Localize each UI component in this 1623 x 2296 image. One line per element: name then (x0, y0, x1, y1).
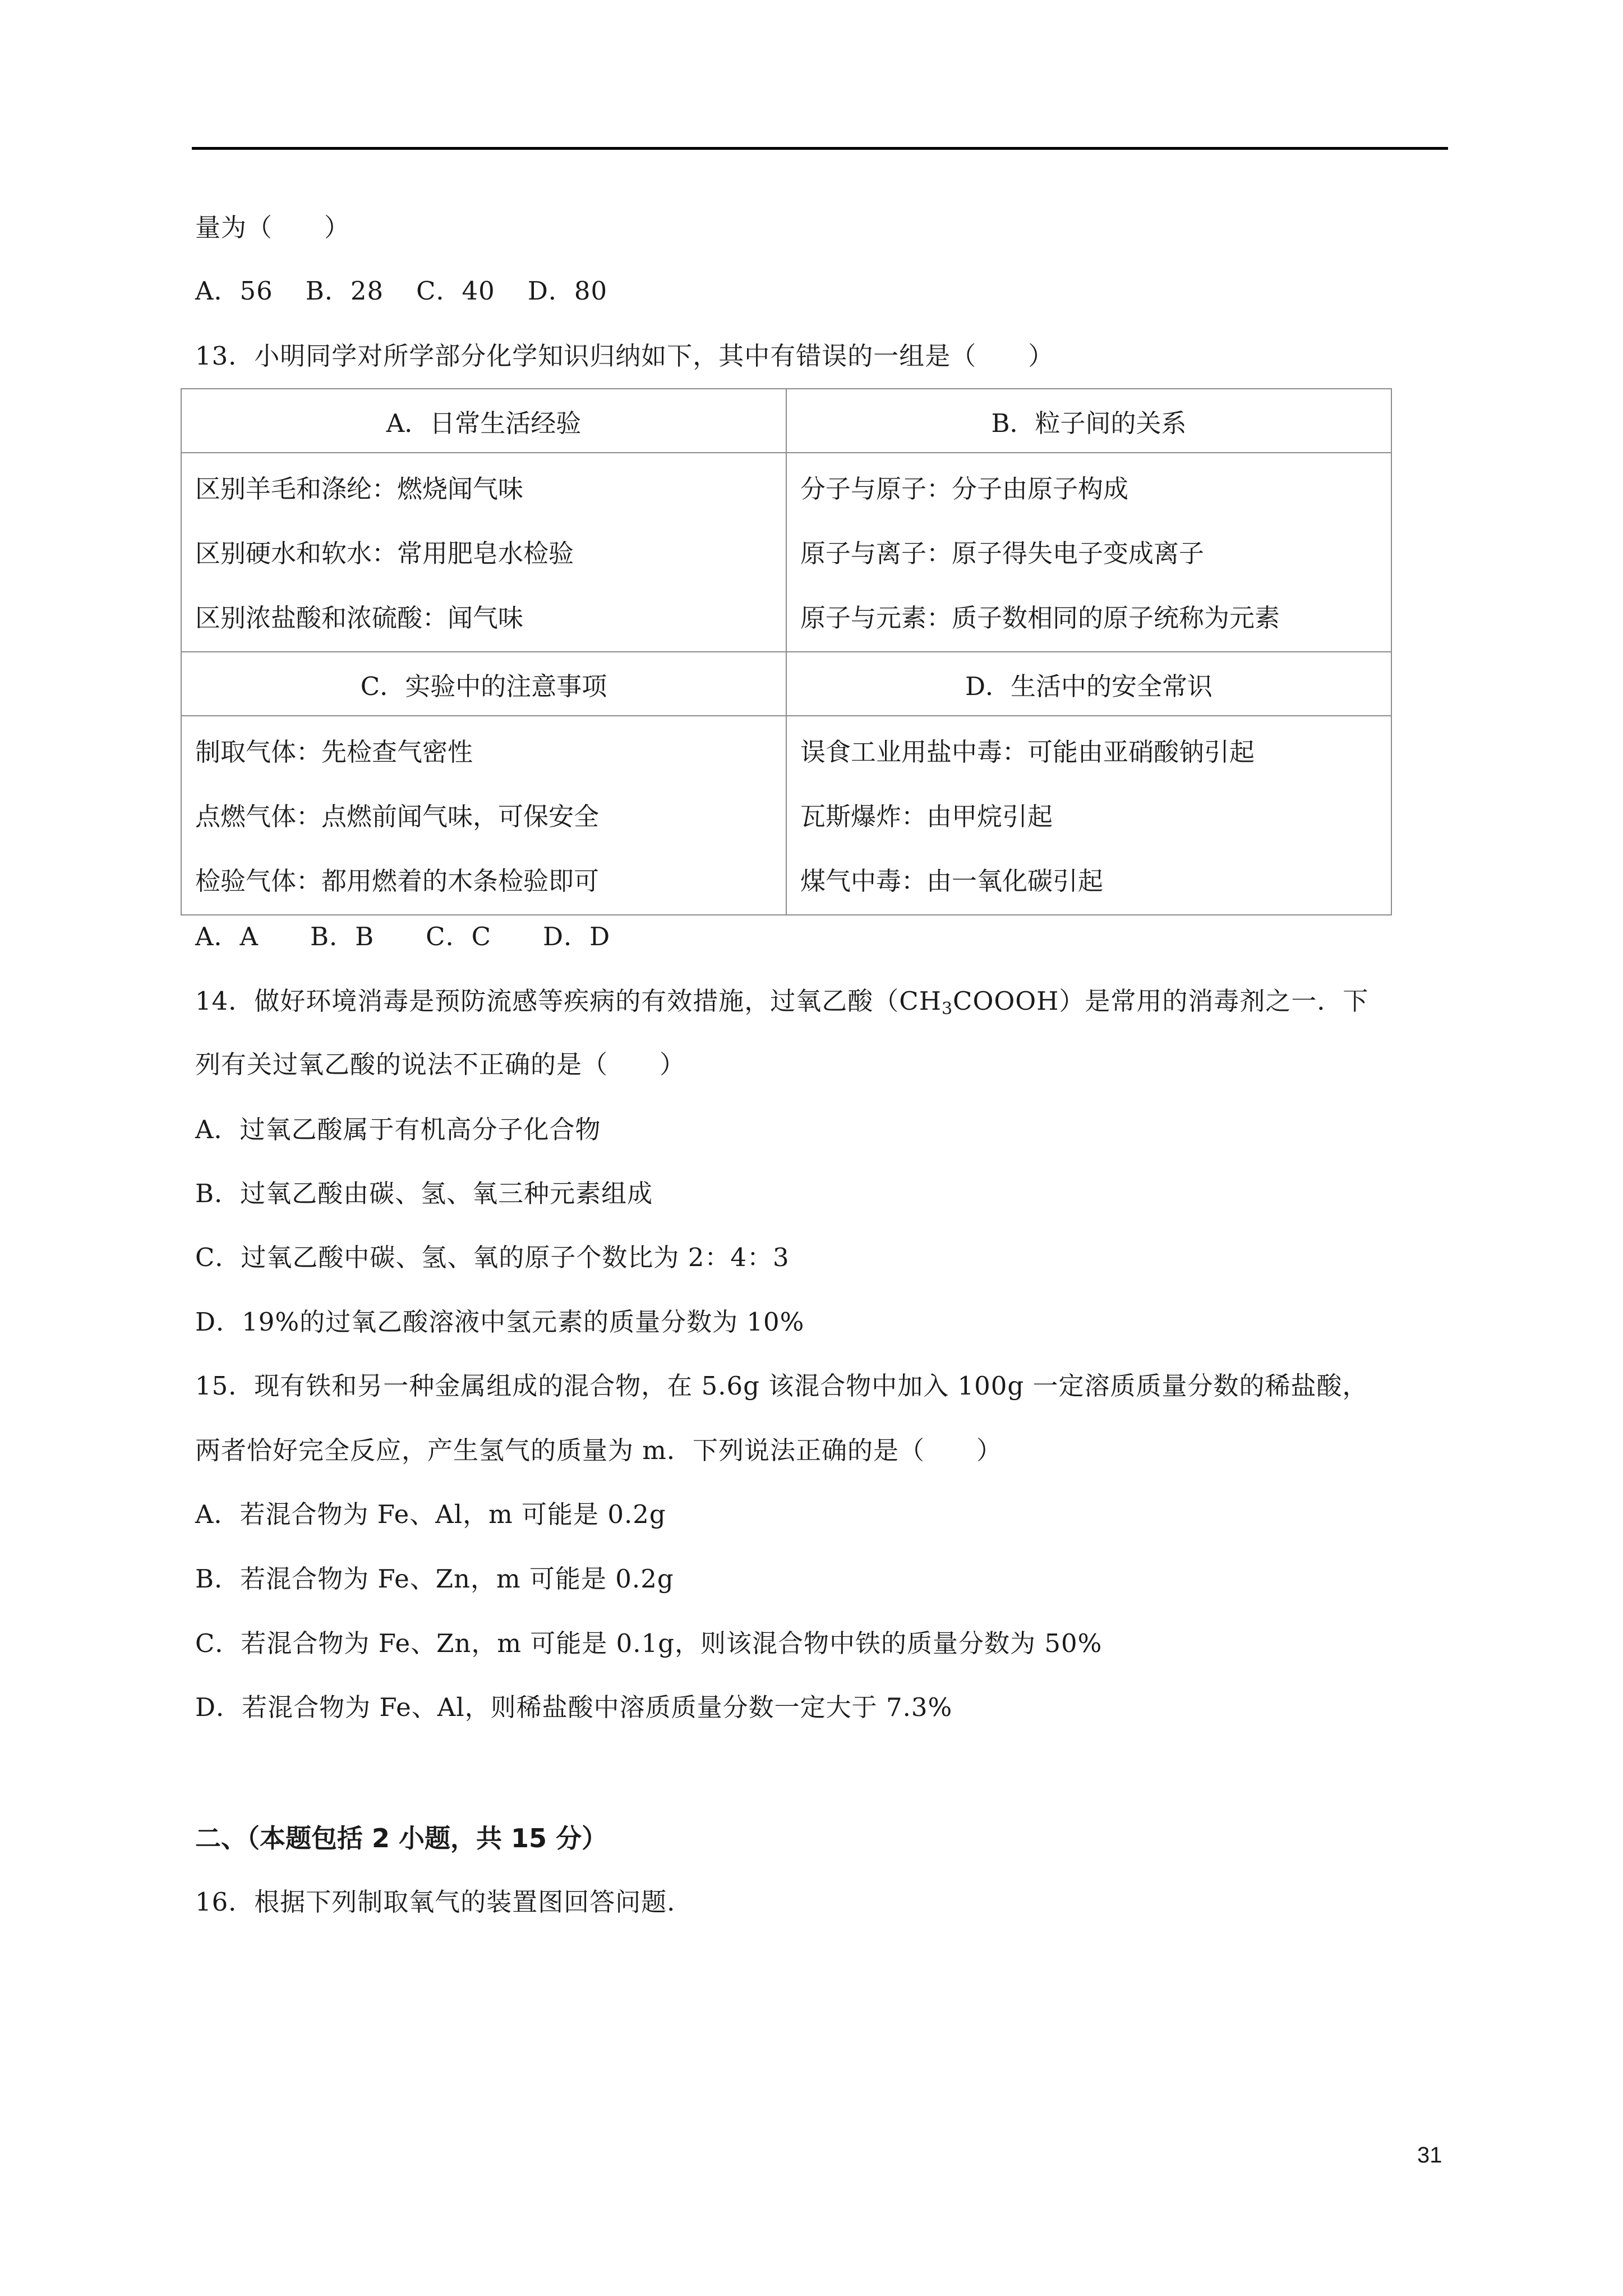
q13-d-line: 煤气中毒：由一氧化碳引起 (800, 866, 1104, 896)
q13-b-line: 原子与元素：质子数相同的原子统称为元素 (800, 603, 1280, 633)
q14-stem-part1: 14．做好环境消毒是预防流感等疾病的有效措施，过氧乙酸（CH (195, 986, 942, 1016)
q16-stem: 16．根据下列制取氧气的装置图回答问题． (195, 1887, 693, 1917)
q13-d-line: 误食工业用盐中毒：可能由亚硝酸钠引起 (800, 737, 1255, 767)
q12-stem-tail: 量为（ ） (195, 213, 351, 242)
q15-stem-line1: 15．现有铁和另一种金属组成的混合物，在 5.6g 该混合物中加入 100g 一定溶质质量分数的稀盐酸， (195, 1371, 1368, 1401)
q14-option-d: D．19%的过氧乙酸溶液中氢元素的质量分数为 10% (195, 1307, 805, 1337)
q12-option-d: D．80 (527, 276, 608, 306)
q13-option-c: C．C (426, 922, 492, 951)
q15-option-d: D．若混合物为 Fe、Al，则稀盐酸中溶质质量分数一定大于 7.3% (195, 1692, 953, 1722)
q15-option-b: B．若混合物为 Fe、Zn，m 可能是 0.2g (195, 1564, 674, 1594)
section-heading: 二、（本题包括 2 小题，共 15 分） (195, 1823, 608, 1853)
page-number: 31 (1417, 2143, 1442, 2168)
q12-option-a: A．56 (195, 276, 273, 306)
q13-a-line: 区别羊毛和涤纶：燃烧闻气味 (195, 474, 524, 504)
q13-option-b: B．B (310, 922, 375, 951)
q14-option-b: B．过氧乙酸由碳、氢、氧三种元素组成 (195, 1179, 653, 1208)
q13-option-a: A．A (195, 922, 259, 951)
q13-a-line: 区别硬水和软水：常用肥皂水检验 (195, 539, 574, 568)
q12-option-b: B．28 (305, 276, 384, 306)
q14-stem-part2: COOOH）是常用的消毒剂之一．下 (953, 986, 1369, 1016)
header-rule (192, 147, 1448, 150)
q13-cell-a-body (181, 453, 786, 652)
q13-cell-c-title: C．实验中的注意事项 (181, 652, 786, 716)
q14-stem-line1 (195, 984, 1368, 1018)
q13-b-line: 原子与离子：原子得失电子变成离子 (800, 539, 1205, 568)
q13-cell-d-body (786, 716, 1391, 915)
q13-cell-c-body (181, 716, 786, 915)
q13-cell-d-title: D．生活中的安全常识 (786, 652, 1391, 716)
q14-stem-line2: 列有关过氧乙酸的说法不正确的是（ ） (195, 1050, 686, 1079)
q13-a-line: 区别浓盐酸和浓硫酸：闻气味 (195, 603, 524, 633)
q13-d-line: 瓦斯爆炸：由甲烷引起 (800, 802, 1053, 831)
q12-options (195, 274, 640, 308)
q15-option-c: C．若混合物为 Fe、Zn，m 可能是 0.1g，则该混合物中铁的质量分数为 50% (195, 1628, 1103, 1658)
q15-option-a: A．若混合物为 Fe、Al，m 可能是 0.2g (195, 1499, 666, 1529)
q13-c-line: 检验气体：都用燃着的木条检验即可 (195, 866, 600, 896)
q15-stem-line2: 两者恰好完全反应，产生氢气的质量为 m．下列说法正确的是（ ） (195, 1435, 1002, 1465)
q14-formula-subscript: 3 (941, 999, 953, 1019)
q14-option-a: A．过氧乙酸属于有机高分子化合物 (195, 1115, 601, 1144)
q13-options (195, 920, 662, 954)
q13-b-line: 分子与原子：分子由原子构成 (800, 474, 1129, 504)
q13-cell-b-title: B．粒子间的关系 (786, 389, 1391, 453)
q12-option-c: C．40 (416, 276, 495, 306)
q13-option-d: D．D (543, 922, 611, 951)
q13-stem: 13．小明同学对所学部分化学知识归纳如下，其中有错误的一组是（ ） (195, 341, 1054, 371)
q13-table (181, 388, 1392, 915)
q13-c-line: 制取气体：先检查气密性 (195, 737, 473, 767)
q13-cell-b-body (786, 453, 1391, 652)
q14-option-c: C．过氧乙酸中碳、氢、氧的原子个数比为 2：4：3 (195, 1243, 790, 1272)
q13-cell-a-title: A．日常生活经验 (181, 389, 786, 453)
q13-c-line: 点燃气体：点燃前闻气味，可保安全 (195, 802, 600, 831)
